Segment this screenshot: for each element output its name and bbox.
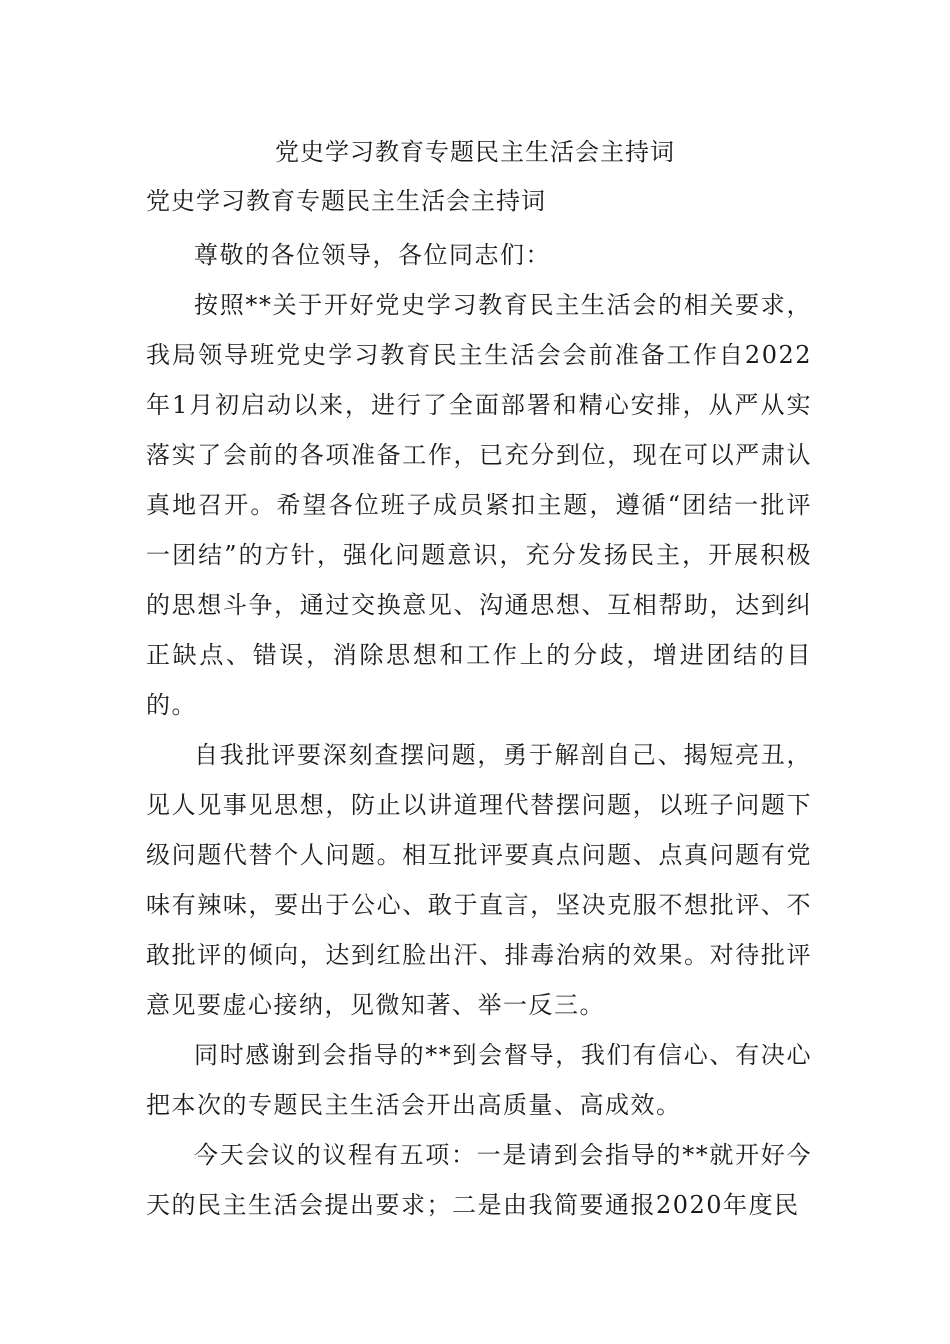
paragraph: 自我批评要深刻查摆问题，勇于解剖自己、揭短亮丑，见人见事见思想，防止以讲道理代替摆问题，以班子问题下级问题代替个人问题。相互批评要真点问题、点真问题有党味有辣味，要出于公心、敢于直言，坚决克服不想批评、不敢批评的倾向，达到红脸出汗、排毒治病的效果。对待批评意见要虚心接纳，见微知著、举一反三。 — [146, 741, 812, 1019]
paragraph-greeting: 尊敬的各位领导，各位同志们： — [194, 241, 551, 269]
paragraph: 按照**关于开好党史学习教育民主生活会的相关要求，我局领导班党史学习教育民主生活会会前准备工作自2022年1月初启动以来，进行了全面部署和精心安排，从严从实落实了会前的各项准备工作，已充分到位，现在可以严肃认真地召开。希望各位班子成员紧扣主题，遵循“团结一批评一团结”的方针，强化问题意识，充分发扬民主，开展积极的思想斗争，通过交换意见、沟通思想、互相帮助，达到纠正缺点、错误，消除思想和工作上的分歧，增进团结的目的。 — [146, 291, 812, 719]
document-title: 党史学习教育专题民主生活会主持词 — [275, 138, 675, 166]
document-subtitle: 党史学习教育专题民主生活会主持词 — [146, 187, 546, 215]
paragraph: 今天会议的议程有五项：一是请到会指导的**就开好今天的民主生活会提出要求；二是由我简要通报2020年度民 — [146, 1141, 812, 1219]
document-body — [146, 230, 812, 1230]
paragraph: 同时感谢到会指导的**到会督导，我们有信心、有决心把本次的专题民主生活会开出高质量、高成效。 — [146, 1041, 812, 1119]
